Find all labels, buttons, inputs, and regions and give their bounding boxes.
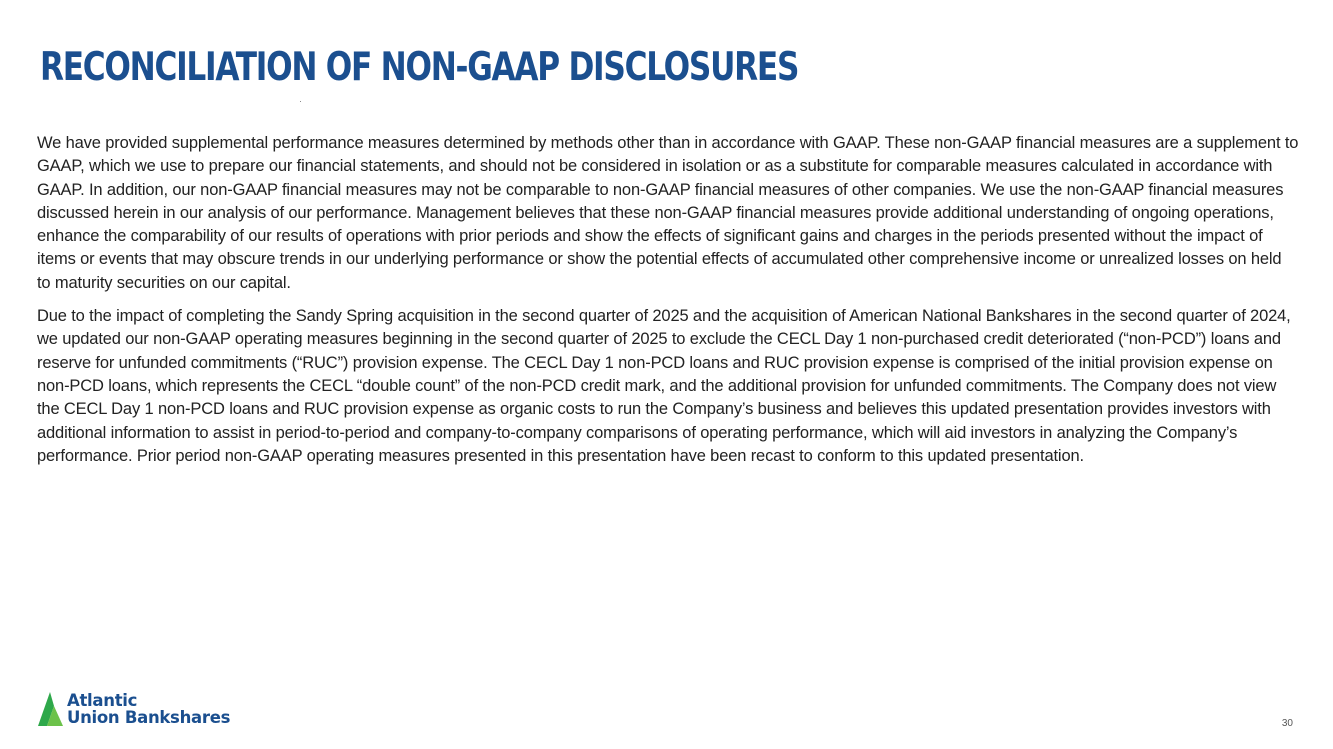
paragraph-intro: We have provided supplemental performance measures determined by methods other than in accordance with GAAP. These non-GAAP financial measures are a supplement to GAAP, which we use to prepare our financial statements, and should not be considered in isolation or as a substitute for comparable measures calculated in accordance with GAAP. In addition, our non-GAAP financial measures may not be comparable to non-GAAP financial measures of other companies. We use the non-GAAP financial measures discussed herein in our analysis of our performance. Management believes that these non-GAAP financial measures provide additional understanding of ongoing operations, enhance the comparability of our results of operations with prior periods and show the effects of significant gains and charges in the periods presented without the impact of items or events that may obscure trends in our underlying performance or show the potential effects of accumulated other comprehensive income or unrealized losses on held to maturity securities on our capital. — [37, 134, 1299, 292]
body-text — [37, 132, 1299, 478]
logo-line-2: Union Bankshares — [67, 708, 231, 727]
logo-wordmark — [67, 692, 230, 726]
company-logo — [38, 692, 268, 730]
page-title: RECONCILIATION OF NON-GAAP DISCLOSURES — [40, 45, 799, 90]
paragraph-acquisition: Due to the impact of completing the Sandy Spring acquisition in the second quarter of 2025 and the acquisition of American National Bankshares in the second quarter of 2024, we updated our non-GAAP operating measures beginning in the second quarter of 2025 to exclude the CECL Day 1 non-purchased credit deteriorated (“non-PCD”) loans and reserve for unfunded commitments (“RUC”) provision expense. The CECL Day 1 non-PCD loans and RUC provision expense is comprised of the initial provision expense on non-PCD loans, which represents the CECL “double count” of the non-PCD credit mark, and the additional provision for unfunded commitments. The Company does not view the CECL Day 1 non-PCD loans and RUC provision expense as organic costs to run the Company’s business and believes this updated presentation provides investors with additional information to assist in period-to-period and company-to-company comparisons of operating performance, which will aid investors in analyzing the Company’s performance. Prior period non-GAAP operating measures presented in this presentation have been recast to conform to this updated presentation. — [37, 307, 1291, 465]
page-number: 30 — [1281, 718, 1293, 729]
decorative-dot — [300, 101, 301, 102]
logo-line-1: Atlantic — [67, 691, 138, 710]
atlantic-union-mark-icon — [38, 692, 66, 726]
